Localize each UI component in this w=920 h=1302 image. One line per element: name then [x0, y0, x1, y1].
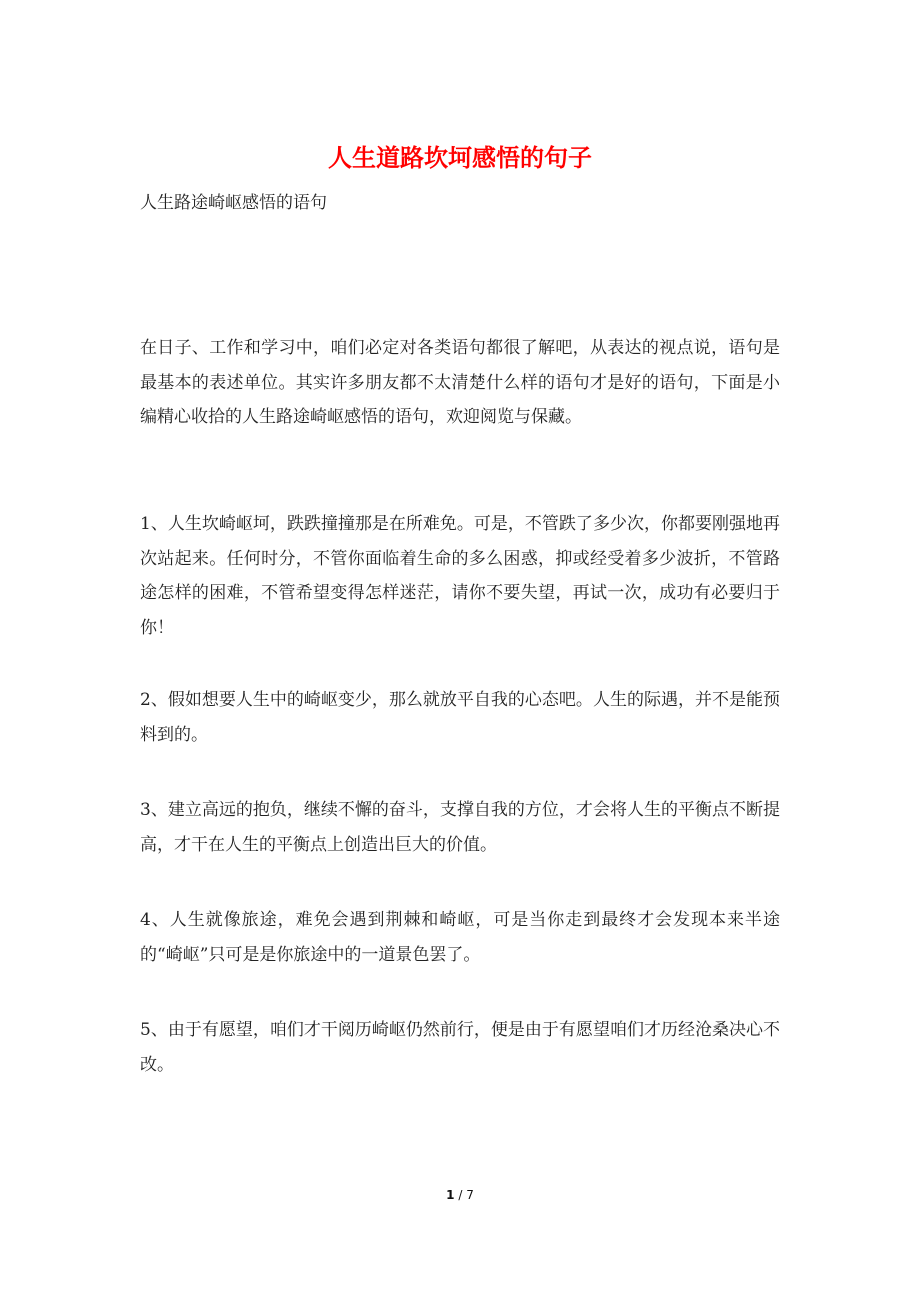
document-title: 人生道路坎坷感悟的句子: [328, 143, 592, 172]
list-item: 4、人生就像旅途，难免会遇到荆棘和崎岖，可是当你走到最终才会发现本来半途的“崎岖”只可是是你旅途中的一道景色罢了。: [140, 910, 780, 965]
list-item: 2、假如想要人生中的崎岖变少，那么就放平自我的心态吧。人生的际遇，并不是能预料到的。: [140, 690, 780, 745]
list-item: 5、由于有愿望，咱们才干阅历崎岖仍然前行，便是由于有愿望咱们才历经沧桑决心不改。: [140, 1020, 780, 1075]
list-item: 3、建立高远的抱负，继续不懈的奋斗，支撑自我的方位，才会将人生的平衡点不断提高，才干在人生的平衡点上创造出巨大的价值。: [140, 800, 780, 855]
page-separator: /: [454, 1188, 467, 1202]
page-number: [0, 1188, 920, 1202]
intro-paragraph: 在日子、工作和学习中，咱们必定对各类语句都很了解吧，从表达的视点说，语句是最基本的表述单位。其实许多朋友都不太清楚什么样的语句才是好的语句，下面是小编精心收拾的人生路途崎岖感悟的语句，欢迎阅览与保藏。: [140, 338, 780, 427]
list-item: 1、人生坎崎岖坷，跌跌撞撞那是在所难免。可是，不管跌了多少次，你都要刚强地再次站起来。任何时分，不管你面临着生命的多么困惑，抑或经受着多少波折，不管路途怎样的困难，不管希望变得怎样迷茫，请你不要失望，再试一次，成功有必要归于你！: [140, 514, 780, 638]
document-subtitle: 人生路途崎岖感悟的语句: [140, 193, 327, 213]
current-page: 1: [446, 1188, 455, 1202]
total-pages: 7: [466, 1188, 474, 1202]
